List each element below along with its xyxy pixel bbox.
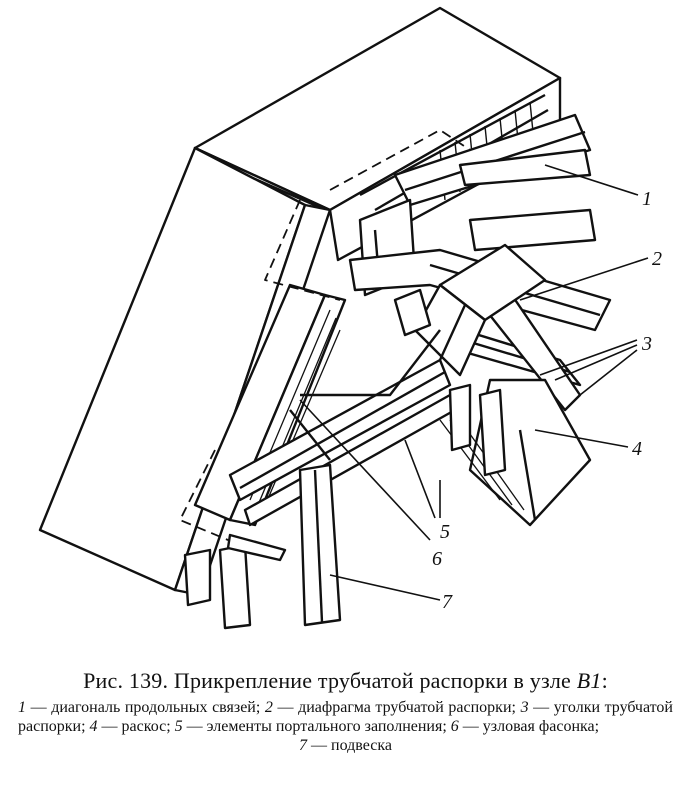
callout-6: 6	[432, 548, 442, 570]
legend-num: 6	[450, 718, 459, 735]
legend-num: 4	[89, 718, 98, 735]
callout-4: 4	[632, 438, 642, 460]
legend-text: — раскос;	[97, 718, 175, 735]
legend-text: — диафрагма трубчатой распорки;	[272, 699, 521, 716]
legend-text: — элементы портального заполнения;	[182, 718, 451, 735]
callout-1: 1	[642, 188, 652, 210]
legend-text: — подвеска	[307, 737, 392, 754]
caption-title-suffix: :	[601, 668, 608, 693]
caption-title-prefix: Рис. 139. Прикрепление трубчатой распорки в узле	[83, 668, 577, 693]
legend-num: 1	[18, 699, 26, 716]
legend-text: — уголки трубчатой распорки;	[18, 699, 673, 735]
callout-7: 7	[442, 591, 452, 613]
legend-text: — диагональ продольных связей;	[26, 699, 265, 716]
callout-3: 3	[642, 333, 652, 355]
callout-5: 5	[440, 521, 450, 543]
caption-title-ref: B1	[576, 668, 602, 693]
legend-num: 7	[299, 737, 308, 754]
caption-title	[18, 668, 673, 694]
legend-text: — узловая фасонка;	[458, 718, 600, 735]
figure-caption	[18, 668, 673, 755]
legend-num: 2	[264, 699, 273, 716]
legend-last-line	[18, 736, 673, 755]
legend-num: 5	[174, 718, 183, 735]
caption-legend	[18, 698, 673, 755]
legend-num: 3	[520, 699, 529, 716]
callout-2: 2	[652, 248, 662, 270]
